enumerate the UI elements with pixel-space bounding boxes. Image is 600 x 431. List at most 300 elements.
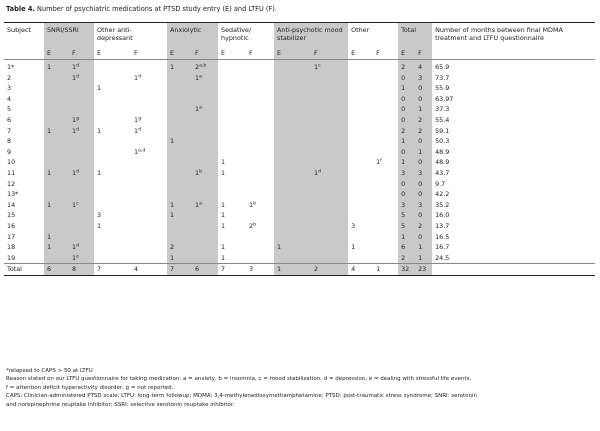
table-cell [94,189,131,200]
subheader-cell: F [311,48,348,60]
table-cell [218,115,246,126]
table-cell: 1$^a$ [192,200,218,211]
table-cell: 1 [221,221,226,230]
table-cell [218,104,246,115]
header-total: Total [398,23,432,49]
subject-cell: 10 [7,158,16,167]
footnote-line: CAPS: Clinician-administered PTSD scale; LTFU: long-term followup; MDMA: 3,4-methylenedioxymethamphetamine; PTSD: post-traumatic stress syndrome; SNRI: serotonin [6,393,478,400]
table-cell [246,94,274,105]
table-cell [94,232,131,243]
table-cell [348,104,373,115]
table-cell [246,104,274,115]
table-cell [69,83,94,94]
table-cell: 1$^g$ [134,115,142,124]
table-cell [192,253,218,264]
table-cell: 1 [221,168,226,177]
table-cell: 1e [69,253,94,264]
table-cell: 1 [221,200,226,209]
table-cell [274,136,311,147]
table-cell [44,221,69,232]
footnote-marker: d [76,169,79,175]
table-cell [373,179,398,190]
subheader-cell [432,48,595,60]
table-cell [274,221,311,232]
table-cell: 5 [398,210,415,221]
footnote-marker: b [253,201,257,207]
table-cell [167,168,192,179]
table-cell [192,83,218,94]
table-cell [373,232,398,243]
months-cell: 55.9 [435,84,450,93]
table-cell [167,104,192,115]
subject-cell: 1* [7,63,15,71]
table-cell [167,157,192,168]
header-other-antidepressant: Other anti-depressant [97,26,133,42]
table-cell: 0 [398,189,415,200]
table-cell [311,126,348,137]
table-cell: 6 [398,242,415,253]
table-row [4,147,595,158]
table-caption-text: Number of psychiatric medications at PTSD study entry (E) and LTFU (F). [37,5,277,13]
table-cell [218,232,246,243]
table-cell [131,179,167,190]
table-cell: 2$^b$ [249,221,257,230]
table-cell [274,94,311,105]
footnote-marker: d [76,243,79,249]
table-cell [218,94,246,105]
table-cell [131,221,167,232]
table-cell [131,253,167,264]
table-cell [192,94,218,105]
table-cell: 1 [274,242,311,253]
table-cell [246,210,274,221]
header-other: Other [351,26,370,34]
table-cell [69,210,94,221]
table-row [4,157,595,168]
table-row [4,242,595,253]
table-cell [44,189,69,200]
table-row [4,136,595,147]
table-cell [192,221,218,232]
table-cell: 1 [97,126,102,135]
table-cell: 1 [221,211,226,220]
table-cell: 1$^c$ [69,200,94,211]
table-cell [274,157,311,168]
table-cell: 0 [415,189,432,200]
table-cell [274,210,311,221]
table-cell [274,73,311,84]
table-cell [246,242,274,253]
table-cell: 0 [415,83,432,94]
table-cell [94,242,131,253]
table-cell: 7 [221,265,226,274]
table-row [4,73,595,84]
table-cell [192,136,218,147]
subject-cell: 3 [7,84,12,93]
table-cell [44,104,69,115]
footnote-marker: b [253,222,257,228]
table-cell [69,136,94,147]
table-cell [131,242,167,253]
table-cell: 1$^a$ [192,104,218,115]
subheader-cell: E [274,48,311,60]
table-cell [274,232,311,243]
table-cell [44,73,69,84]
table-cell: 1 [167,200,192,211]
table-cell [348,83,373,94]
table-cell [218,126,246,137]
table-cell: 1$^a$ [192,73,218,84]
table-cell [311,253,348,264]
table-cell [192,179,218,190]
total-row [4,264,595,276]
months-cell: 16.0 [435,211,450,220]
table-cell [311,200,348,211]
table-cell: 2$^{a,b}$ [192,60,218,73]
table-cell [192,126,218,137]
table-cell: 7 [167,264,192,276]
table-cell [69,189,94,200]
table-cell: 2 [167,242,192,253]
table-cell [373,126,398,137]
months-cell: 73.7 [435,73,450,82]
footnote-marker: g [76,116,79,122]
table-cell [44,210,69,221]
table-cell: 3 [398,200,415,211]
footnote-marker: d [138,127,142,133]
medications-table [4,22,595,276]
table-cell: 1$^d$ [311,168,348,179]
table-cell [311,73,348,84]
table-cell [274,60,311,73]
table-row [4,200,595,211]
header-snri-ssri: SNRI/SSRI [44,23,94,49]
subheader-cell: E [398,48,415,60]
table-cell [373,60,398,73]
subject-cell: 8 [7,137,12,146]
table-cell [167,94,192,105]
footnote-marker: a,d [138,148,146,154]
table-cell [192,147,218,158]
table-cell [94,94,131,105]
months-cell: 63.97 [435,94,454,103]
table-cell [44,253,69,264]
table-cell [274,104,311,115]
table-cell [348,94,373,105]
table-cell [373,168,398,179]
table-cell [94,136,131,147]
table-cell [246,136,274,147]
table-cell [167,147,192,158]
table-cell [167,232,192,243]
table-cell [274,83,311,94]
table-cell [69,157,94,168]
table-cell [311,179,348,190]
table-cell: 0 [398,115,415,126]
table-cell [94,200,131,211]
months-cell: 50.3 [435,137,450,146]
table-cell: 2 [398,60,415,73]
footnote-marker: g [138,116,142,122]
table-cell [348,147,373,158]
subheader-cell: F [134,49,138,57]
table-cell [167,73,192,84]
table-cell [69,221,94,232]
table-cell [373,189,398,200]
table-cell [192,232,218,243]
table-row [4,221,595,232]
table-row [4,94,595,105]
table-cell: 1 [167,60,192,73]
table-cell: 0 [398,147,415,158]
table-cell [69,179,94,190]
table-cell [94,73,131,84]
table-cell: 1 [398,136,415,147]
table-cell: 1 [167,253,192,264]
table-cell [373,136,398,147]
table-cell: 1 [376,265,381,274]
subheader-cell: E [44,48,69,60]
table-cell [94,179,131,190]
table-cell: 1 [415,104,432,115]
table-cell: 1 [398,83,415,94]
table-cell [274,189,311,200]
table-cell [218,189,246,200]
table-cell [274,179,311,190]
table-cell: 1 [44,126,69,137]
subheader-row [4,48,595,60]
table-cell [348,210,373,221]
table-cell: 1 [167,210,192,221]
table-cell [348,157,373,168]
months-cell: 48.9 [435,147,450,156]
table-cell: 0 [415,136,432,147]
table-cell: 3 [249,265,254,274]
table-footnotes [6,367,596,409]
footnote-marker: a [199,201,202,207]
subject-cell: 6 [7,115,12,124]
subject-cell: 18 [7,243,16,252]
subject-cell: 17 [7,232,16,241]
subheader-cell: E [97,49,102,57]
table-cell: 1$^g$ [69,115,94,126]
table-cell [348,200,373,211]
table-cell [44,115,69,126]
months-cell: 59.1 [435,126,450,135]
table-cell: 4 [134,265,139,274]
table-cell: 1 [97,221,102,230]
months-cell: 16.5 [435,232,450,241]
table-cell [192,115,218,126]
table-cell [348,126,373,137]
table-cell [192,210,218,221]
subheader-cell: E [167,48,192,60]
table-cell [44,147,69,158]
table-cell: 0 [398,73,415,84]
subheader-cell [4,48,44,60]
months-cell: 9.7 [435,179,446,188]
table-cell [373,221,398,232]
table-cell: 2 [415,126,432,137]
months-cell: 42.2 [435,190,450,199]
header-sedative-hypnotic: Sedative/ hypnotic [221,26,252,42]
footnote-line: *relapsed to CAPS > 50 at LTFU [6,368,93,374]
table-cell [311,210,348,221]
months-cell: 13.7 [435,221,450,230]
table-cell: 1$^f$ [376,158,382,167]
subject-cell: 5 [7,105,12,114]
footnote-marker: c [318,63,321,69]
table-cell [131,168,167,179]
header-subject: Subject [7,26,31,34]
table-cell [373,73,398,84]
table-cell [94,147,131,158]
table-cell [94,60,131,73]
footnote-marker: d [76,127,79,133]
table-cell [44,94,69,105]
table-cell [94,157,131,168]
table-cell [274,168,311,179]
table-cell [167,189,192,200]
table-cell: 1$^d$ [69,168,94,179]
table-cell [192,189,218,200]
table-cell [44,157,69,168]
table-cell [274,253,311,264]
header-anxiolytic: Anxiolytic [167,23,218,49]
table-cell: 2 [311,264,348,276]
table-cell: 1$^d$ [134,126,142,135]
table-cell [311,147,348,158]
subject-cell: 16 [7,221,16,230]
footnote-line: f = attention deficit hyperactivity disorder, g = not reported. [6,384,174,391]
table-cell [246,115,274,126]
table-cell [373,83,398,94]
table-cell [311,115,348,126]
subject-cell: 19 [7,253,16,262]
footnote-marker: e [76,254,79,260]
table-cell [311,232,348,243]
table-cell: 4 [415,60,432,73]
table-cell: 1$^d$ [69,60,94,73]
table-cell [311,221,348,232]
table-row [4,232,595,243]
table-cell [348,232,373,243]
subheader-cell: F [415,48,432,60]
table-cell [131,189,167,200]
table-cell: 1 [221,158,226,167]
months-cell: 55.4 [435,115,450,124]
months-cell: 35.2 [435,200,450,209]
footnote-marker: f [380,158,382,164]
months-cell: 16.7 [435,243,450,252]
months-cell: 48.9 [435,158,450,167]
table-cell [348,73,373,84]
table-cell: 1$^b$ [192,168,218,179]
subheader-cell: F [376,49,380,57]
table-cell [246,168,274,179]
table-cell [69,104,94,115]
table-cell [131,136,167,147]
table-cell: 2 [415,115,432,126]
table-cell [246,189,274,200]
table-cell [246,73,274,84]
table-cell [167,83,192,94]
table-cell [348,253,373,264]
subject-cell: 12 [7,179,16,188]
table-caption-label: Table 4. [6,5,35,13]
subheader-cell: F [69,48,94,60]
table-cell: 0 [415,94,432,105]
table-cell: 23 [415,264,432,276]
table-cell: 1$^c$ [311,60,348,73]
table-cell: 1$^d$ [69,73,94,84]
table-cell: 0 [398,94,415,105]
table-cell [131,232,167,243]
table-cell [69,232,94,243]
table-cell: 3 [415,200,432,211]
table-cell: 0 [415,210,432,221]
table-cell: 3 [415,168,432,179]
table-cell: 1 [415,253,432,264]
table-cell: 3 [415,73,432,84]
table-cell: 1 [415,147,432,158]
table-cell: 0 [415,179,432,190]
table-row [4,126,595,137]
months-cell: 24.5 [435,253,450,262]
table-cell [94,253,131,264]
table-cell: 1 [44,168,69,179]
table-row [4,210,595,221]
table-cell: 6 [44,264,69,276]
table-cell [69,94,94,105]
table-cell [348,136,373,147]
table-cell [246,147,274,158]
table-row [4,253,595,264]
table-cell [348,60,373,73]
table-cell: 1 [274,264,311,276]
table-cell [373,253,398,264]
table-cell: 1 [44,242,69,253]
table-cell: 1$^d$ [134,73,142,82]
table-cell: 32 [398,264,415,276]
table-cell [218,136,246,147]
table-row [4,60,595,73]
table-cell [373,242,398,253]
table-cell: 1 [221,243,226,252]
table-cell [131,83,167,94]
table-cell [274,115,311,126]
table-cell [311,242,348,253]
table-row [4,189,595,200]
footnote-marker: d [76,74,79,80]
table-cell [348,168,373,179]
table-cell [246,232,274,243]
header-months: Number of months between final MDMA treatment and LTFU questionnaire [435,26,563,42]
table-cell [373,115,398,126]
table-cell [373,104,398,115]
table-cell: 1$^d$ [69,242,94,253]
table-cell [274,147,311,158]
table-row [4,168,595,179]
footnote-marker: d [76,63,79,69]
table-cell: 1 [221,253,226,262]
table-cell [373,200,398,211]
table-cell: 1 [398,232,415,243]
table-cell [218,147,246,158]
table-cell [44,136,69,147]
table-cell: 0 [415,157,432,168]
months-cell: 37.3 [435,105,450,114]
